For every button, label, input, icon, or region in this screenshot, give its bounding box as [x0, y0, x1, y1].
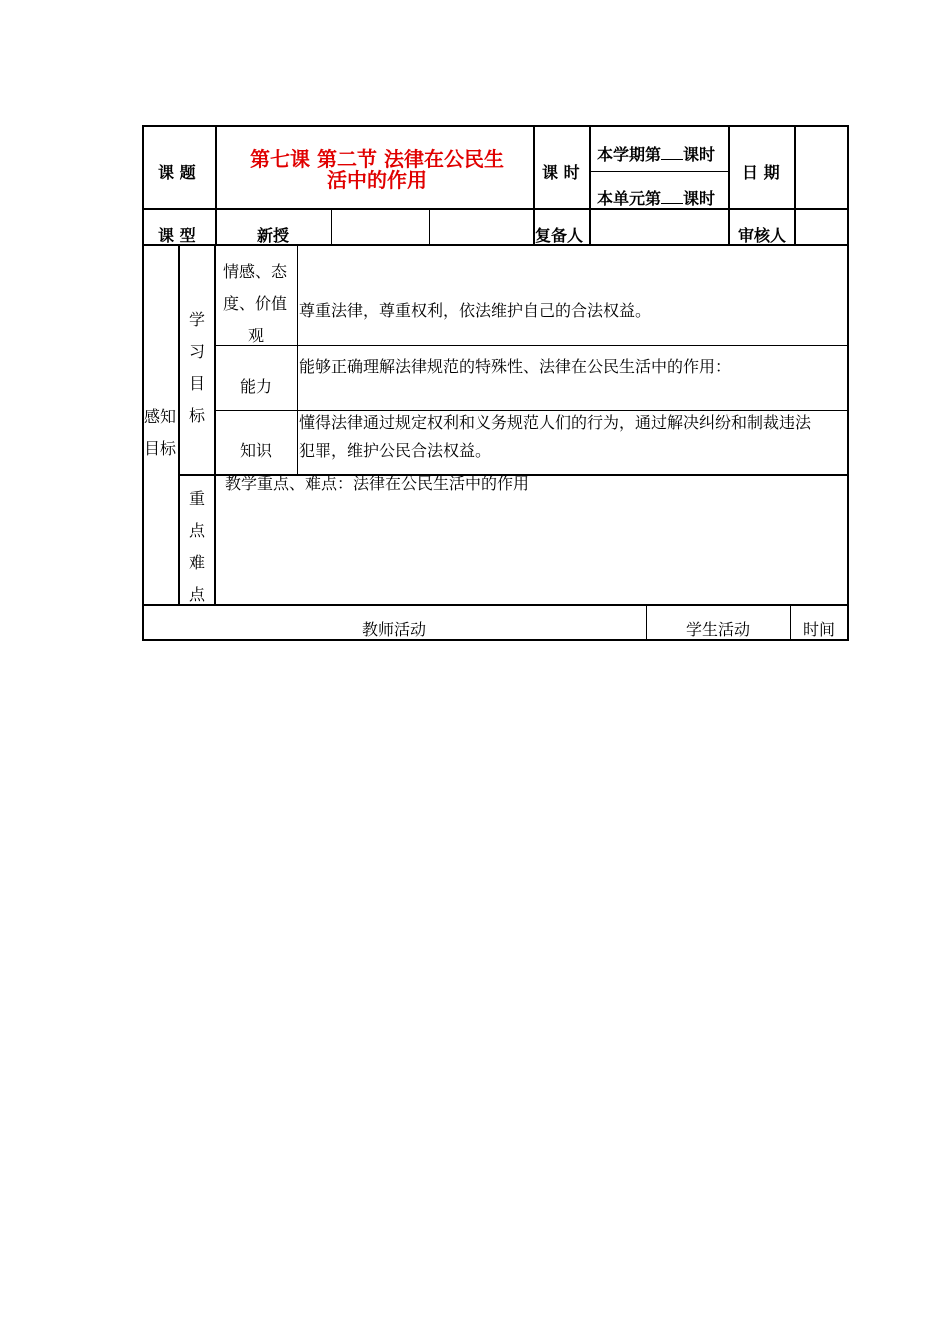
col-divider-learning: [214, 244, 216, 605]
student-activity-header: 学生活动: [686, 620, 751, 639]
topic-title-line2: 活中的作用: [327, 168, 427, 192]
goal-content-knowledge-2: 犯罪，维护公民合法权益。: [299, 441, 492, 460]
period-divider: [590, 171, 728, 172]
goal-label-attitude-3: 观: [248, 326, 265, 345]
table-border-top: [142, 125, 849, 127]
prep-label: 复备人: [535, 226, 584, 245]
goal-label-ability: 能力: [240, 377, 273, 396]
table-border-right: [847, 125, 849, 640]
goal-content-ability: 能够正确理解法律规范的特殊性、法律在公民生活中的作用：: [299, 357, 732, 376]
table-border-left: [142, 125, 144, 640]
col-divider-activities-2: [790, 604, 791, 640]
section-label-line2: 目标: [144, 439, 177, 458]
row-divider-key-bottom: [142, 604, 849, 606]
type-label: 课 型: [158, 226, 196, 245]
goal-row-divider-2: [215, 410, 849, 411]
col-divider-period-label: [589, 125, 591, 245]
date-label: 日 期: [742, 163, 780, 182]
unit-period-blank[interactable]: [661, 189, 683, 204]
goal-content-attitude: 尊重法律，尊重权利，依法维护自己的合法权益。: [299, 301, 652, 320]
time-header: 时间: [803, 620, 836, 639]
col-divider-type-1: [331, 208, 332, 245]
learning-goals-label: 学 习 目 标: [188, 310, 205, 425]
col-divider-topic: [215, 125, 217, 245]
key-points-label: 重 点 难 点: [188, 489, 205, 604]
type-value: 新授: [257, 226, 290, 245]
col-divider-activities-1: [646, 604, 647, 640]
row-divider-1: [142, 208, 849, 210]
goal-label-attitude-2: 度、价值: [223, 294, 288, 313]
col-divider-goal-label: [297, 244, 298, 475]
goal-row-divider-1: [215, 345, 849, 346]
col-divider-period-values: [728, 125, 730, 245]
section-label-line1: 感知: [144, 407, 177, 426]
goal-label-knowledge: 知识: [240, 441, 273, 460]
col-divider-type-2: [429, 208, 430, 245]
col-divider-section: [178, 244, 180, 605]
key-points-content: 教学重点、难点：法律在公民生活中的作用: [225, 474, 530, 493]
topic-title-line1: 第七课 第二节 法律在公民生: [250, 147, 504, 171]
col-divider-date: [794, 125, 796, 245]
semester-period-blank[interactable]: [661, 145, 683, 160]
goal-content-knowledge-1: 懂得法律通过规定权利和义务规范人们的行为，通过解决纠纷和制裁违法: [299, 413, 812, 432]
teacher-activity-header: 教师活动: [362, 620, 427, 639]
semester-period: 本学期第 课时: [597, 145, 716, 164]
period-label: 课 时: [542, 163, 580, 182]
topic-label: 课 题: [158, 163, 196, 182]
review-label: 审核人: [738, 226, 787, 245]
unit-period: 本单元第 课时: [597, 189, 716, 208]
goal-label-attitude-1: 情感、态: [223, 262, 288, 281]
